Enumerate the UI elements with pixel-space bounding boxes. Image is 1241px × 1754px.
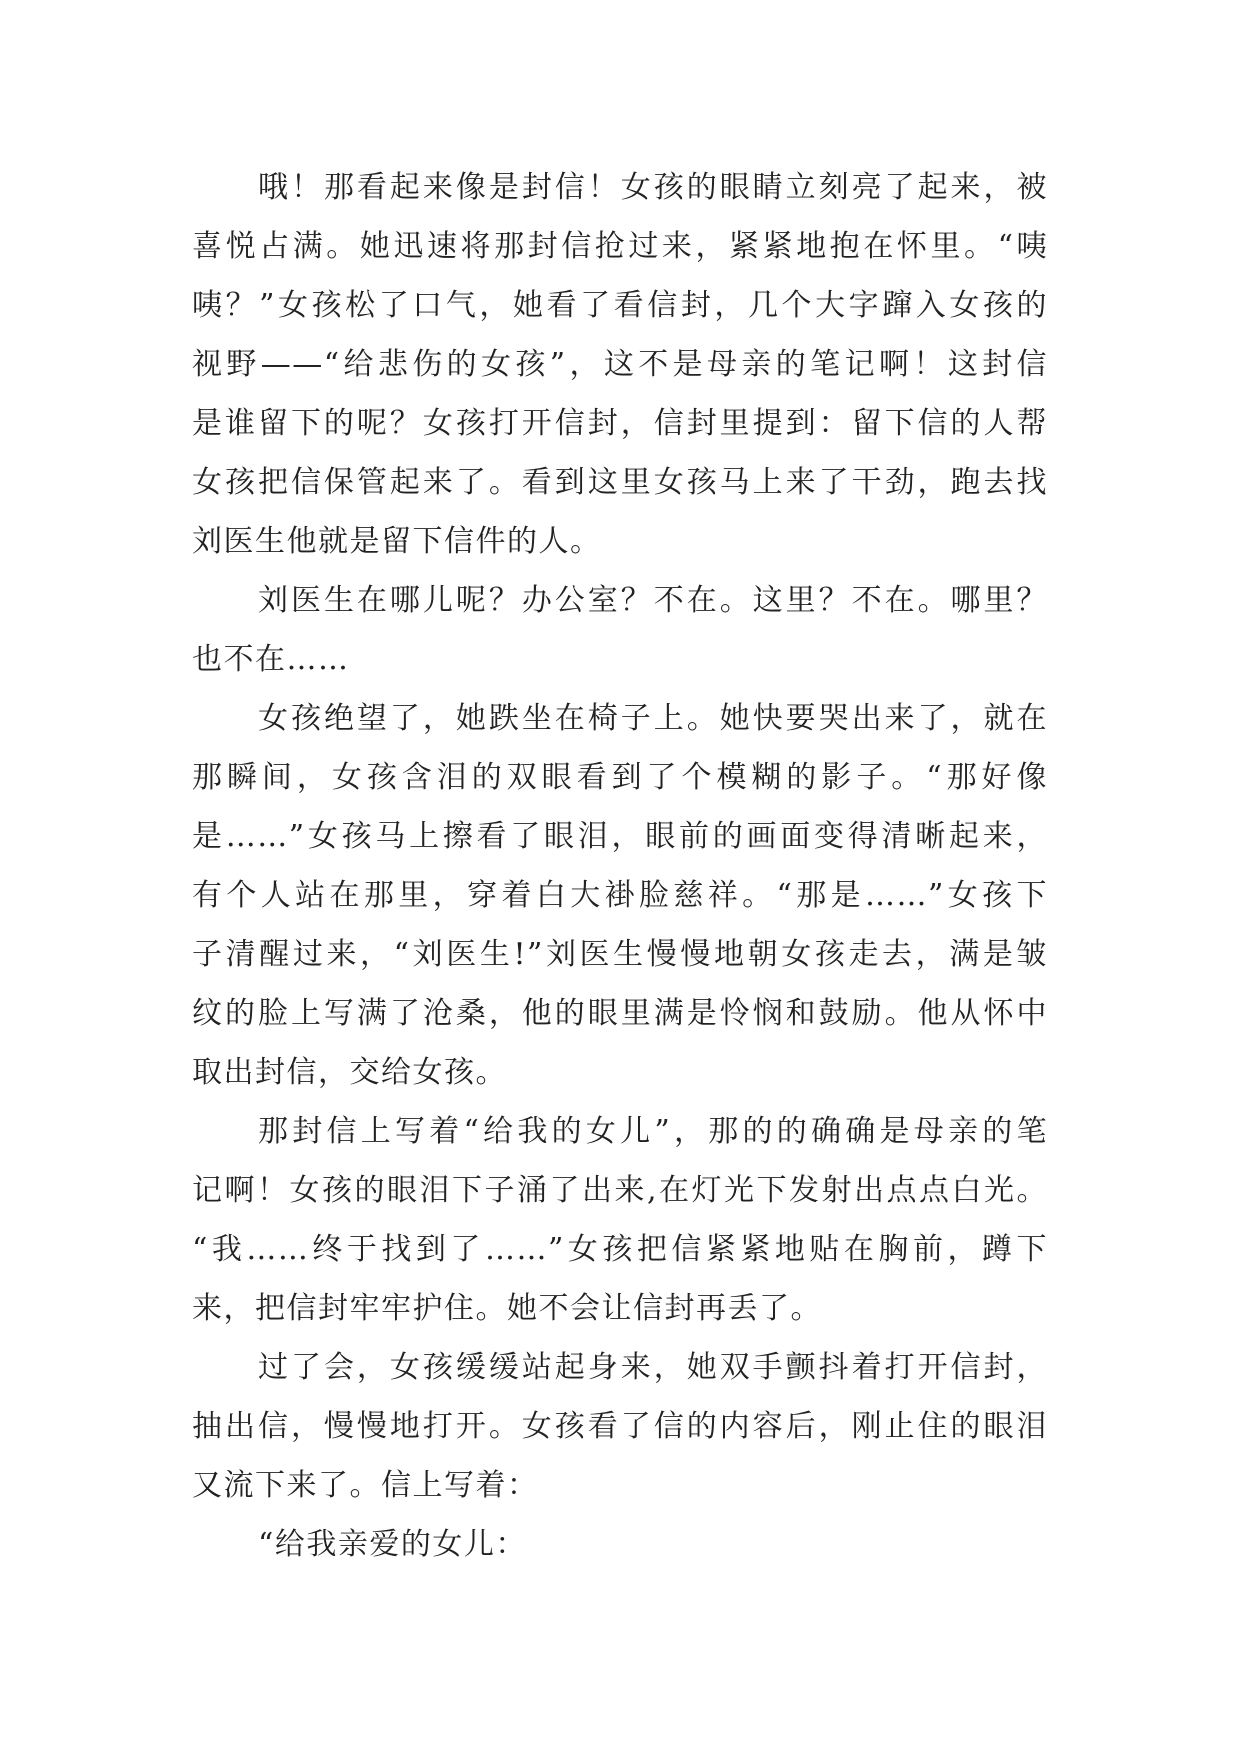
text-line: 也不在…… <box>192 642 350 677</box>
text-line: 来，把信封牢牢护住。她不会让信封再丢了。 <box>192 1291 822 1326</box>
text-line: 女孩把信保管起来了。看到这里女孩马上来了干劲，跑去找 <box>192 465 1048 500</box>
text-line: 又流下来了。信上写着： <box>192 1468 539 1503</box>
text-line: 刘医生他就是留下信件的人。 <box>192 524 602 559</box>
text-line: 喜悦占满。她迅速将那封信抢过来，紧紧地抱在怀里。“咦 <box>192 229 1048 264</box>
story-text <box>192 158 1048 1574</box>
text-line: 咦？”女孩松了口气，她看了看信封，几个大字蹿入女孩的 <box>192 288 1048 323</box>
text-line: 视野——“给悲伤的女孩”，这不是母亲的笔记啊！这封信 <box>192 347 1048 382</box>
text-line: 有个人站在那里，穿着白大褂脸慈祥。“那是……”女孩下 <box>192 878 1048 913</box>
text-line: 那封信上写着“给我的女儿”，那的的确确是母亲的笔 <box>258 1114 1048 1149</box>
text-line: 记啊！女孩的眼泪下子涌了出来,在灯光下发射出点点白光。 <box>192 1173 1048 1208</box>
text-line: “我……终于找到了……”女孩把信紧紧地贴在胸前，蹲下 <box>192 1232 1048 1267</box>
text-line: 哦！那看起来像是封信！女孩的眼睛立刻亮了起来，被 <box>258 170 1048 205</box>
text-line: 抽出信，慢慢地打开。女孩看了信的内容后，刚止住的眼泪 <box>192 1409 1048 1444</box>
text-line: 那瞬间，女孩含泪的双眼看到了个模糊的影子。“那好像 <box>192 760 1048 795</box>
text-line: 是……”女孩马上擦看了眼泪，眼前的画面变得清晰起来， <box>192 819 1048 854</box>
text-line: 刘医生在哪儿呢？办公室？不在。这里？不在。哪里？ <box>258 583 1048 618</box>
text-line: 子清醒过来，“刘医生!”刘医生慢慢地朝女孩走去，满是皱 <box>192 937 1048 972</box>
text-line: 女孩绝望了，她跌坐在椅子上。她快要哭出来了，就在 <box>258 701 1048 736</box>
text-line: 是谁留下的呢？女孩打开信封，信封里提到：留下信的人帮 <box>192 406 1048 441</box>
text-line: “给我亲爱的女儿： <box>258 1527 527 1562</box>
text-line: 纹的脸上写满了沧桑，他的眼里满是怜悯和鼓励。他从怀中 <box>192 996 1048 1031</box>
text-line: 取出封信，交给女孩。 <box>192 1055 507 1090</box>
text-line: 过了会，女孩缓缓站起身来，她双手颤抖着打开信封， <box>258 1350 1048 1385</box>
